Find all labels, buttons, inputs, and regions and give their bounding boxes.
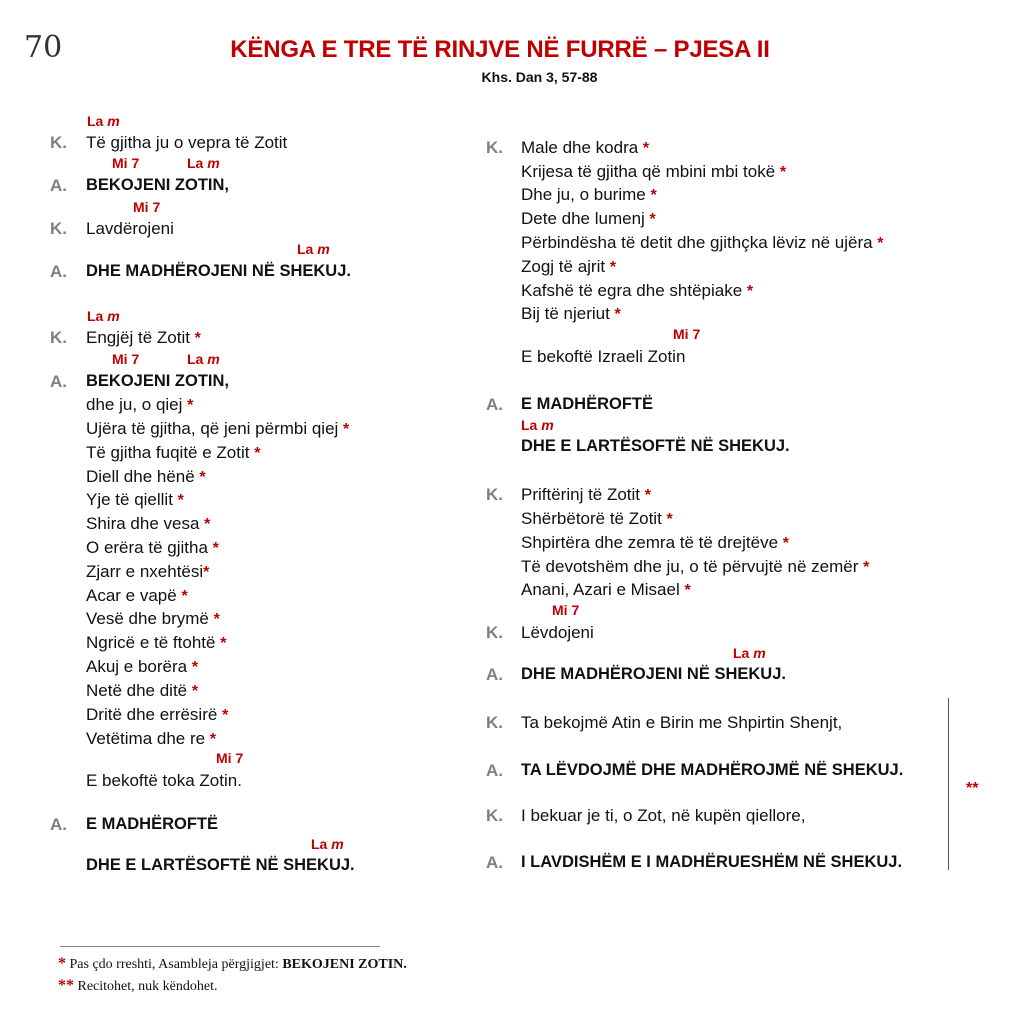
response-row: A. DHE MADHËROJENI NË SHEKUJ. bbox=[50, 262, 351, 281]
footnote-divider bbox=[60, 946, 380, 947]
chord-la-m: La m bbox=[733, 645, 766, 661]
list-item: Bij të njeriut * bbox=[521, 304, 621, 323]
chord-la-m: La m bbox=[187, 155, 220, 171]
list-item: Zjarr e nxehtësi* bbox=[86, 562, 210, 581]
list-item: Përbindësha të detit dhe gjithçka lëviz në ujëra * bbox=[521, 233, 884, 252]
list-item: Acar e vapë * bbox=[86, 586, 188, 605]
list-item: Netë dhe ditë * bbox=[86, 681, 199, 700]
list-item: Dete dhe lumenj * bbox=[521, 209, 656, 228]
scripture-reference: Khs. Dan 3, 57-88 bbox=[481, 69, 598, 85]
chord-la-m: La m bbox=[87, 308, 120, 324]
list-item: Dritë dhe errësirë * bbox=[86, 705, 229, 724]
footnote-1: * Pas çdo rreshti, Asambleja përgjigjet: BEKOJENI ZOTIN. bbox=[58, 955, 407, 972]
chord-mi7: Mi 7 bbox=[133, 199, 161, 215]
verse-row: K. Lëvdojeni bbox=[486, 623, 594, 642]
verse-row: K. Ta bekojmë Atin e Birin me Shpirtin Shenjt, bbox=[486, 713, 843, 732]
response-row: A. DHE MADHËROJENI NË SHEKUJ. bbox=[486, 665, 786, 684]
chord-la-m: La m bbox=[311, 836, 344, 852]
list-item: Anani, Azari e Misael * bbox=[521, 580, 691, 599]
response-row: A. TA LËVDOJMË DHE MADHËROJMË NË SHEKUJ. bbox=[486, 761, 904, 780]
response-line: DHE E LARTËSOFTË NË SHEKUJ. bbox=[521, 437, 790, 455]
response-row: A. I LAVDISHËM E I MADHËRUESHËM NË SHEKUJ. bbox=[486, 853, 903, 872]
list-item: Shërbëtorë të Zotit * bbox=[521, 509, 673, 528]
list-item: Ujëra të gjitha, që jeni përmbi qiej * bbox=[86, 419, 350, 438]
footnote-2: ** Recitohet, nuk këndohet. bbox=[58, 977, 218, 994]
verse-row: K. Priftërinj të Zotit * bbox=[486, 485, 651, 504]
chord-la-m: La m bbox=[87, 113, 120, 129]
list-item: Vesë dhe brymë * bbox=[86, 609, 220, 628]
verse-row: K. Male dhe kodra * bbox=[486, 138, 650, 157]
chord-mi7: Mi 7 bbox=[552, 602, 580, 618]
list-item: Akuj e borëra * bbox=[86, 657, 199, 676]
chord-mi7: Mi 7 bbox=[216, 750, 244, 766]
chord-la-m: La m bbox=[521, 417, 554, 433]
response-row: A. E MADHËROFTË bbox=[486, 395, 653, 414]
list-item: Diell dhe hënë * bbox=[86, 467, 206, 486]
chord-mi7: Mi 7 bbox=[112, 351, 140, 367]
list-item: Kafshë të egra dhe shtëpiake * bbox=[521, 281, 754, 300]
list-item: Shpirtëra dhe zemra të të drejtëve * bbox=[521, 533, 789, 552]
page-number: 70 bbox=[24, 30, 63, 65]
chord-la-m: La m bbox=[187, 351, 220, 367]
chord-la-m: La m bbox=[297, 241, 330, 257]
page-title: KËNGA E TRE TË RINJVE NË FURRË – PJESA II bbox=[230, 36, 770, 63]
verse-line: E bekoftë Izraeli Zotin bbox=[521, 347, 686, 366]
list-item: Ngricë e të ftohtë * bbox=[86, 633, 227, 652]
response-row: A. E MADHËROFTË bbox=[50, 815, 218, 834]
response-row: A. BEKOJENI ZOTIN, bbox=[50, 176, 230, 195]
list-item: dhe ju, o qiej * bbox=[86, 395, 194, 414]
response-line: DHE E LARTËSOFTË NË SHEKUJ. bbox=[86, 856, 355, 874]
list-item: Yje të qiellit * bbox=[86, 490, 184, 509]
verse-row: K. Të gjitha ju o vepra të Zotit bbox=[50, 133, 288, 152]
list-item: Të devotshëm dhe ju, o të përvujtë në zemër * bbox=[521, 557, 870, 576]
list-item: Të gjitha fuqitë e Zotit * bbox=[86, 443, 261, 462]
chord-mi7: Mi 7 bbox=[673, 326, 701, 342]
verse-row: K. Engjëj të Zotit * bbox=[50, 328, 201, 347]
recited-section-bracket bbox=[948, 698, 949, 870]
list-item: Shira dhe vesa * bbox=[86, 514, 211, 533]
list-item: Dhe ju, o burime * bbox=[521, 185, 657, 204]
list-item: Krijesa të gjitha që mbini mbi tokë * bbox=[521, 162, 787, 181]
list-item: Zogj të ajrit * bbox=[521, 257, 617, 276]
verse-row: K. I bekuar je ti, o Zot, në kupën qiellore, bbox=[486, 806, 806, 825]
chord-mi7: Mi 7 bbox=[112, 155, 140, 171]
response-row: A. BEKOJENI ZOTIN, bbox=[50, 372, 230, 391]
verse-line: E bekoftë toka Zotin. bbox=[86, 771, 242, 790]
list-item: Vetëtima dhe re * bbox=[86, 729, 217, 748]
verse-row: K. Lavdërojeni bbox=[50, 219, 174, 238]
list-item: O erëra të gjitha * bbox=[86, 538, 219, 557]
recited-marker: ** bbox=[966, 780, 979, 797]
